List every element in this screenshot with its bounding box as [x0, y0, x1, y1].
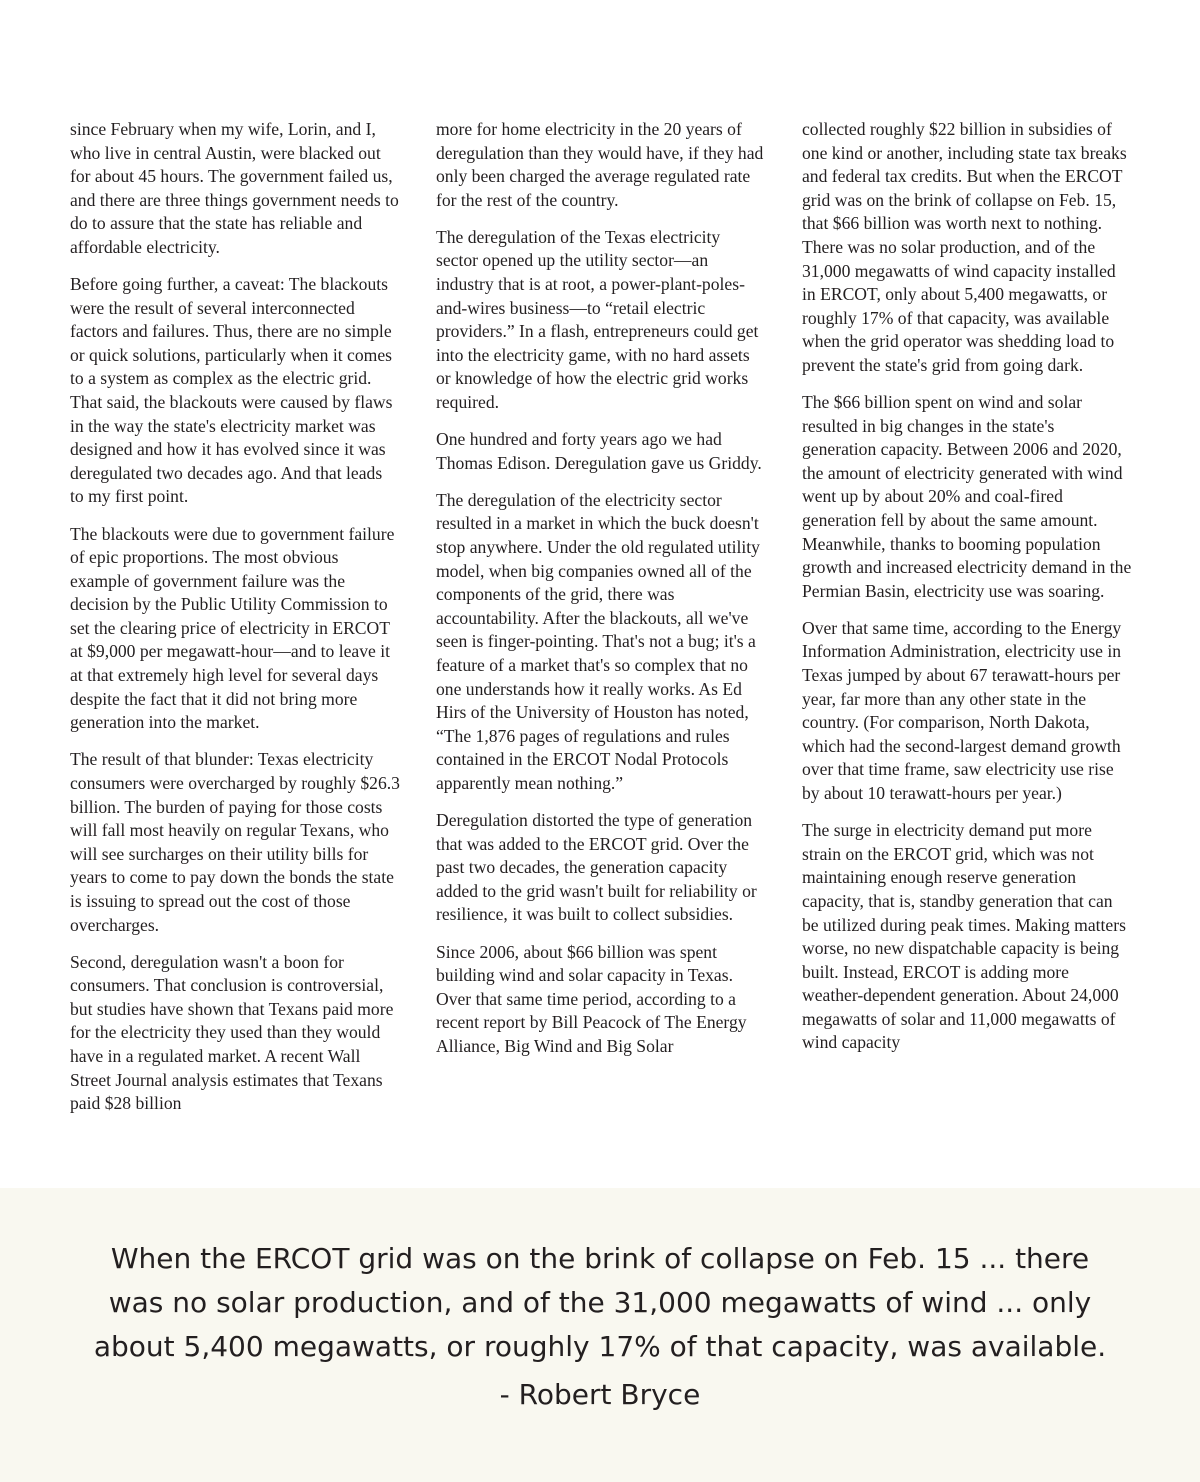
paragraph: collected roughly $22 billion in subsidies of one kind or another, including state tax breaks and federal tax credits. But when the ERCOT grid was on the brink of collapse on Feb. 15, that $66 billion was worth next to nothing. There was no solar production, and of the 31,000 megawatts of wind capacity installed in ERCOT, only about 5,400 megawatts, or roughly 17% of that capacity, was available when the grid operator was shedding load to prevent the state's grid from going dark. — [802, 119, 1127, 375]
pull-quote-line: When the ERCOT grid was on the brink of collapse on Feb. 15 ... there — [110, 1242, 1090, 1275]
paragraph: The $66 billion spent on wind and solar resulted in big changes in the state's generation capacity. Between 2006 and 2020, the amount of electricity generated with wind went up by about 20% and coal-fired generation fell by about the same amount. Meanwhile, thanks to booming population growth and increased electricity demand in the Permian Basin, electricity use was soaring. — [802, 392, 1132, 601]
pull-quote-line: about 5,400 megawatts, or roughly 17% of that capacity, was available. — [93, 1330, 1107, 1363]
paragraph: Deregulation distorted the type of generation that was added to the ERCOT grid. Over the past two decades, the generation capacity added to the grid wasn't built for reliability or resilience, it was built to collect subsidies. — [436, 810, 757, 925]
paragraph: Since 2006, about $66 billion was spent building wind and solar capacity in Texas. Over that same time period, according to a recent report by Bill Peacock of The Energy Alliance, Big Wind and Big Solar — [436, 941, 747, 1056]
article-column-2 — [436, 118, 766, 1129]
article-columns — [70, 118, 1132, 1129]
paragraph: The deregulation of the electricity sector resulted in a market in which the buck doesn't stop anywhere. Under the old regulated utility model, when big companies owned all of the components of the grid, there was accountability. After the blackouts, all we've seen is finger-pointing. That's not a bug; it's a feature of a market that's so complex that no one understands how it really works. As Ed Hirs of the University of Houston has noted, “The 1,876 pages of regulations and rules contained in the ERCOT Nodal Protocols apparently mean nothing.” — [436, 489, 760, 793]
paragraph: more for home electricity in the 20 years of deregulation than they would have, if they had only been charged the average regulated rate for the rest of the country. — [436, 119, 764, 210]
pull-quote-line: was no solar production, and of the 31,000 megawatts of wind ... only — [108, 1286, 1092, 1319]
article-column-1 — [70, 118, 400, 1129]
pull-quote-attribution: - Robert Bryce — [499, 1378, 701, 1411]
paragraph: The result of that blunder: Texas electricity consumers were overcharged by roughly $26.3 billion. The burden of paying for those costs will fall most heavily on regular Texans, who will see surcharges on their utility bills for years to come to pay down the bonds the state is issuing to spread out the cost of those overcharges. — [70, 749, 400, 935]
paragraph: Second, deregulation wasn't a boon for consumers. That conclusion is controversial, but studies have shown that Texans paid more for the electricity they used than they would have in a regulated market. A recent Wall Street Journal analysis estimates that Texans paid $28 billion — [70, 951, 394, 1114]
paragraph: One hundred and forty years ago we had Thomas Edison. Deregulation gave us Griddy. — [436, 429, 762, 473]
paragraph: since February when my wife, Lorin, and I, who live in central Austin, were blacked out for about 45 hours. The government failed us, and there are three things government needs to do to assure that the state has reliable and affordable electricity. — [70, 119, 399, 257]
paragraph: The surge in electricity demand put more strain on the ERCOT grid, which was not maintaining enough reserve generation capacity, that is, standby generation that can be utilized during peak times. Making matters worse, no new dispatchable capacity is being built. Instead, ERCOT is adding more weather-dependent generation. About 24,000 megawatts of solar and 11,000 megawatts of wind capacity — [802, 820, 1126, 1053]
paragraph: The deregulation of the Texas electricity sector opened up the utility sector—an industry that is at root, a power-plant-poles-and-wires business—to “retail electric providers.” In a flash, entrepreneurs could get into the electricity game, with no hard assets or knowledge of how the electric grid works required. — [436, 226, 759, 413]
article-column-3 — [802, 118, 1132, 1129]
paragraph: The blackouts were due to government failure of epic proportions. The most obvious example of government failure was the decision by the Public Utility Commission to set the clearing price of electricity in ERCOT at $9,000 per megawatt-hour—and to leave it at that extremely high level for several days despite the fact that it did not bring more generation into the market. — [70, 523, 395, 733]
paragraph: Over that same time, according to the Energy Information Administration, electricity use in Texas jumped by about 67 terawatt-hours per year, far more than any other state in the country. (For comparison, North Dakota, which had the second-largest demand growth over that time frame, saw electricity use rise by about 10 terawatt-hours per year.) — [802, 617, 1122, 804]
paragraph: Before going further, a caveat: The blackouts were the result of several interconnected factors and failures. Thus, there are no simple or quick solutions, particularly when it comes to a system as complex as the electric grid. That said, the blackouts were caused by flaws in the way the state's electricity market was designed and how it has evolved since it was deregulated two decades ago. And that leads to my first point. — [70, 274, 393, 507]
pull-quote-box — [0, 1188, 1200, 1482]
pull-quote-text — [0, 1188, 1200, 1369]
